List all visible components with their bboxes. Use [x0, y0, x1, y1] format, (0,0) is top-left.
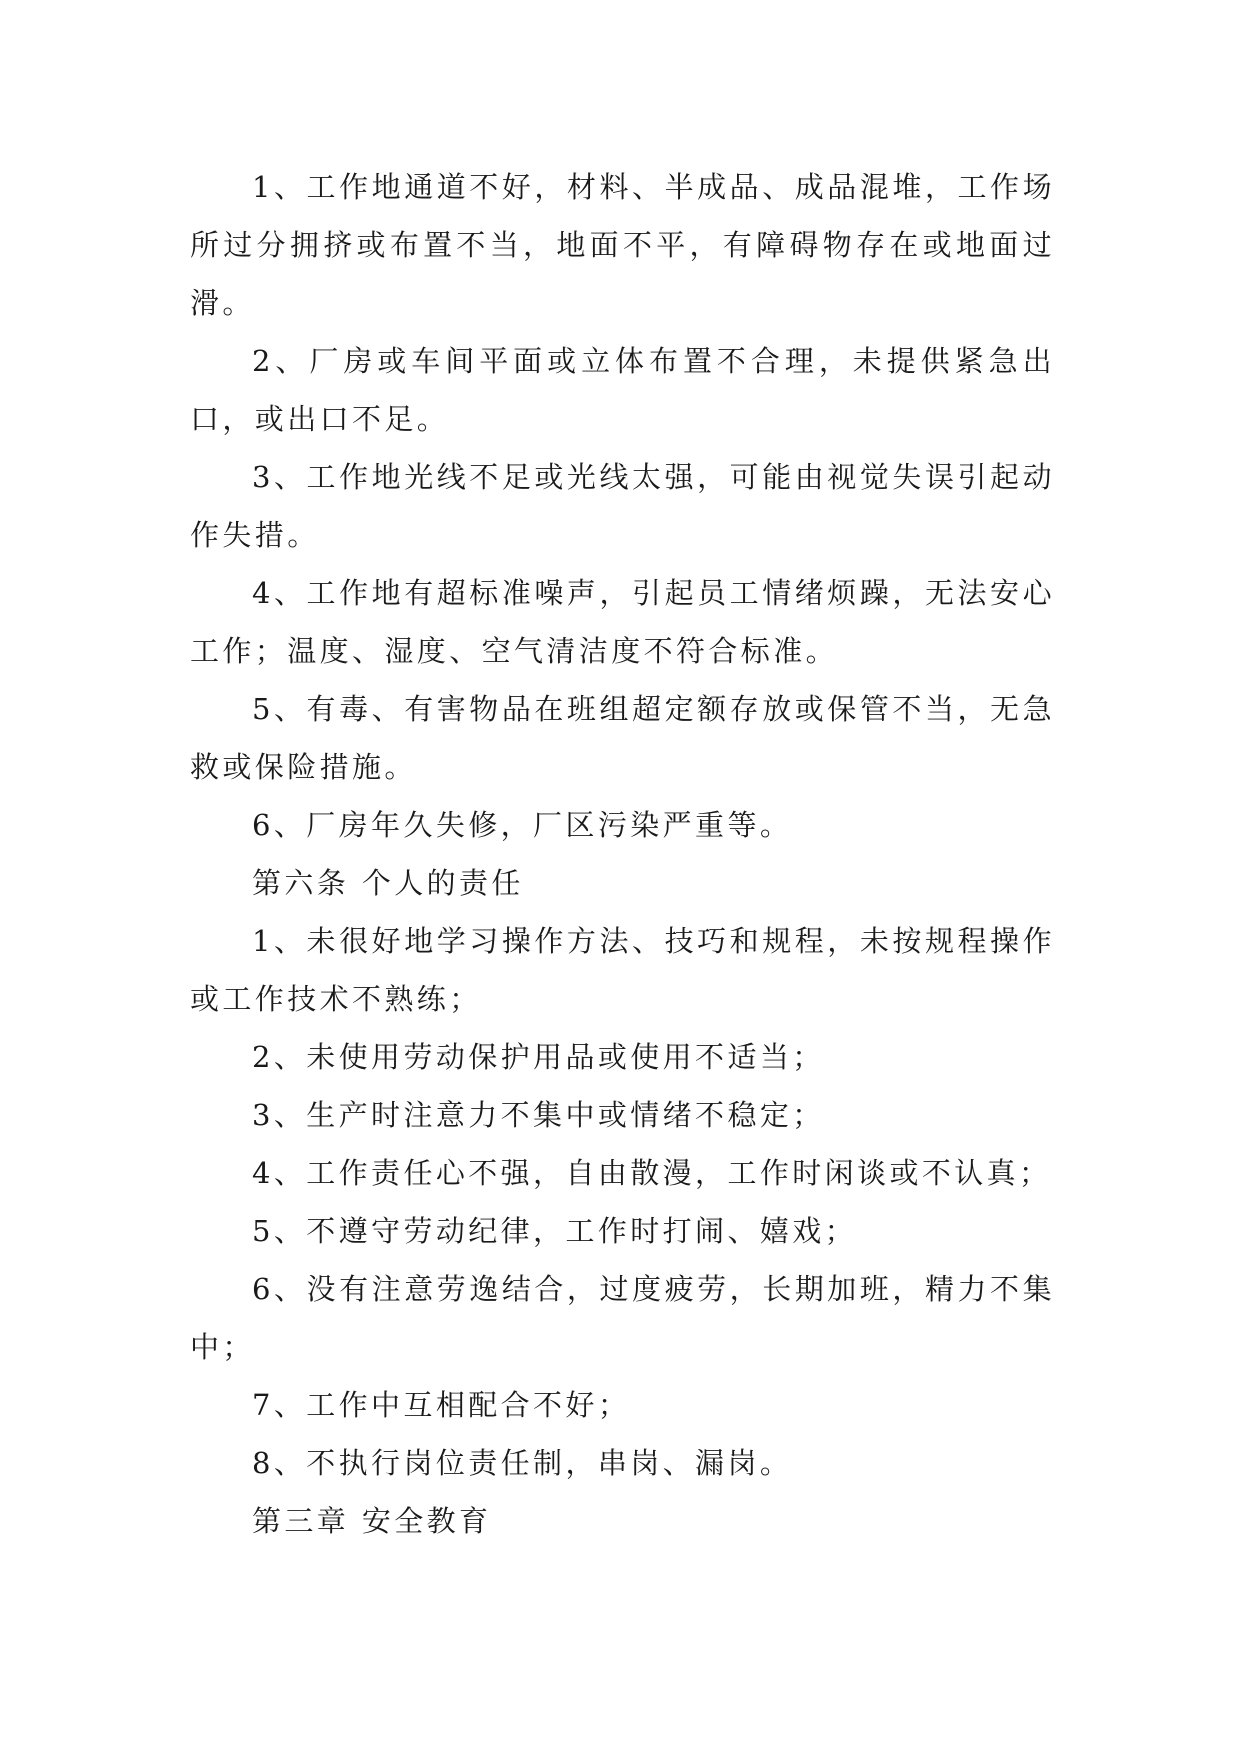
section-heading-article-6: 第六条 个人的责任 [252, 866, 524, 900]
paragraph-personal-8: 8、不执行岗位责任制，串岗、漏岗。 [252, 1446, 793, 1480]
paragraph-personal-3: 3、生产时注意力不集中或情绪不稳定； [252, 1098, 825, 1132]
paragraph-environment-6: 6、厂房年久失修，厂区污染严重等。 [252, 808, 793, 842]
document-page [190, 158, 1055, 1550]
paragraph-personal-5: 5、不遵守劳动纪律，工作时打闹、嬉戏； [252, 1214, 858, 1248]
paragraph-personal-7: 7、工作中互相配合不好； [252, 1388, 631, 1422]
paragraph-environment-2: 2、厂房或车间平面或立体布置不合理，未提供紧急出口，或出口不足。 [190, 344, 1055, 436]
paragraph-personal-6: 6、没有注意劳逸结合，过度疲劳，长期加班，精力不集中； [190, 1272, 1055, 1364]
paragraph-environment-1: 1、工作地通道不好，材料、半成品、成品混堆，工作场所过分拥挤或布置不当，地面不平，有障碍物存在或地面过滑。 [190, 170, 1055, 320]
paragraph-personal-1: 1、未很好地学习操作方法、技巧和规程，未按规程操作或工作技术不熟练； [190, 924, 1055, 1016]
paragraph-environment-3: 3、工作地光线不足或光线太强，可能由视觉失误引起动作失措。 [190, 460, 1055, 552]
paragraph-personal-4: 4、工作责任心不强，自由散漫，工作时闲谈或不认真； [252, 1156, 1052, 1190]
paragraph-environment-5: 5、有毒、有害物品在班组超定额存放或保管不当，无急救或保险措施。 [190, 692, 1055, 784]
paragraph-personal-2: 2、未使用劳动保护用品或使用不适当； [252, 1040, 825, 1074]
paragraph-environment-4: 4、工作地有超标准噪声，引起员工情绪烦躁，无法安心工作；温度、湿度、空气清洁度不符合标准。 [190, 576, 1055, 668]
chapter-heading-3: 第三章 安全教育 [252, 1504, 492, 1538]
